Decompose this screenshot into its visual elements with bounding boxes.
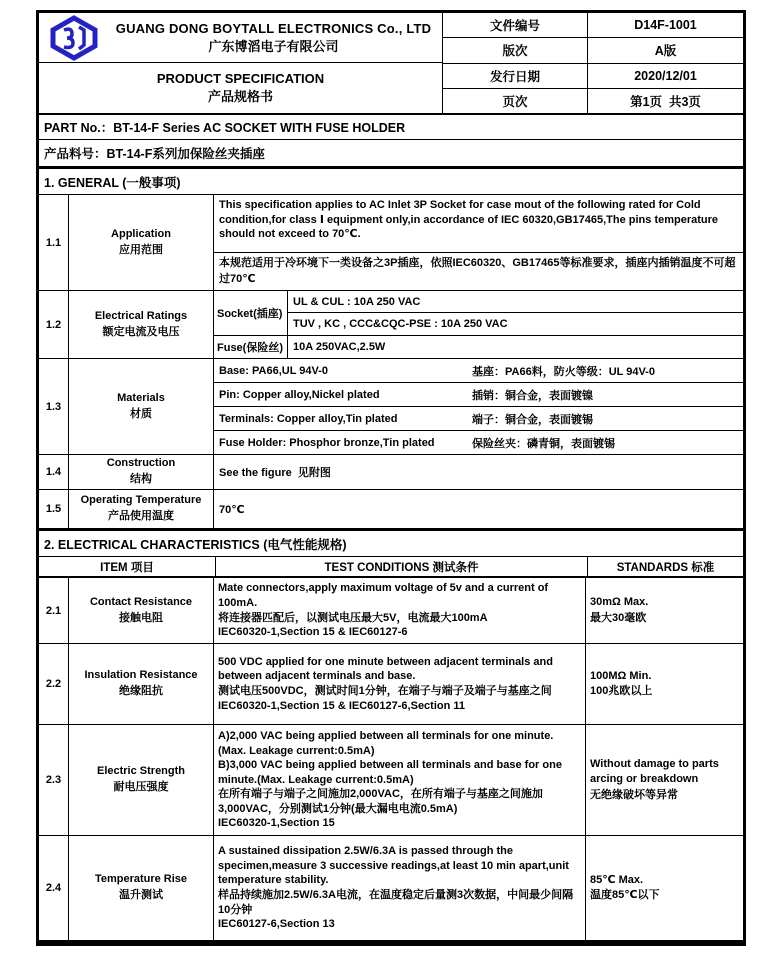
meta-value-doc-number: D14F-1001 xyxy=(634,18,697,33)
document-header xyxy=(39,13,743,113)
section-2-title: 2. ELECTRICAL CHARACTERISTICS (电气性能规格) xyxy=(39,528,743,556)
socket-label: Socket(插座) xyxy=(214,291,288,336)
material-cn: 保险丝夹：磷青铜，表面镀锡 xyxy=(472,437,615,450)
electrical-table-header xyxy=(39,556,743,578)
material-item-pin xyxy=(214,383,743,407)
row-label xyxy=(69,578,214,643)
row-label-cn: 结构 xyxy=(130,473,152,485)
meta-value-page: 第1页 共3页 xyxy=(630,94,701,109)
company-logo-icon xyxy=(49,15,99,61)
row-label xyxy=(69,644,214,724)
section-1-title: 1. GENERAL (一般事项) xyxy=(39,166,743,194)
row-label xyxy=(69,291,214,358)
meta-row-issue-date xyxy=(443,64,743,89)
row-label-cn: 耐电压强度 xyxy=(113,781,169,793)
standard-line: Without damage to parts arcing or breakdown xyxy=(590,757,719,786)
row-materials xyxy=(39,358,743,454)
fuse-label: Fuse(保险丝) xyxy=(214,336,288,358)
condition-line: A)2,000 VAC being applied between all terminals for one minute. xyxy=(218,730,554,743)
row-label-cn: 应用范围 xyxy=(119,243,163,256)
header-left xyxy=(39,13,443,113)
column-header-test-conditions: TEST CONDITIONS 测试条件 xyxy=(216,557,588,576)
row-label xyxy=(69,359,214,454)
row-number: 1.1 xyxy=(39,195,69,290)
standard-line: 100MΩ Min. xyxy=(590,669,652,682)
material-en: Terminals: Copper alloy,Tin plated xyxy=(219,412,398,425)
row-label-en: Operating Temperature xyxy=(80,494,202,507)
row-label-cn: 接触电阻 xyxy=(119,611,163,624)
material-en: Pin: Copper alloy,Nickel plated xyxy=(219,388,380,401)
operating-temperature-content xyxy=(214,490,743,528)
meta-row-doc-number xyxy=(443,13,743,38)
row-label-cn: 产品使用温度 xyxy=(108,510,174,522)
condition-line: 测试电压500VDC，测试时间1分钟，在端子与端子及端子与基座之间 xyxy=(218,685,552,697)
row-number: 2.1 xyxy=(39,578,69,643)
test-conditions xyxy=(214,578,586,643)
row-label xyxy=(69,455,214,489)
row-label xyxy=(69,836,214,940)
row-insulation-resistance xyxy=(39,643,743,724)
column-header-item: ITEM 项目 xyxy=(39,557,216,576)
application-desc-cn: 本规范适用于冷环境下一类设备之3P插座，依照IEC60320、GB17465等标准要求，插座内插销温度不可超过70℃ xyxy=(219,257,736,285)
row-number: 2.4 xyxy=(39,836,69,940)
condition-line: 样品持续施加2.5W/6.3A电流，在温度稳定后量测3次数据，中间最少间隔10分钟 xyxy=(218,889,574,916)
application-desc-en: This specification applies to AC Inlet 3P Socket for case mout of the following rated for Cold condition,for class Ⅰ equipment only,in accordance of IEC 60320,GB17465,The pins temperature should not exceed to 70℃. xyxy=(214,195,743,253)
company-block xyxy=(39,13,442,63)
meta-value-issue-date: 2020/12/01 xyxy=(634,68,697,83)
material-cn: 端子：铜合金，表面镀锡 xyxy=(472,413,593,426)
document-title xyxy=(39,63,442,113)
part-number-cn: 产品料号：BT-14-F系列加保险丝夹插座 xyxy=(39,139,743,166)
standards xyxy=(586,836,743,940)
standard-line: 温度85℃以下 xyxy=(590,889,660,901)
standard-line: 30mΩ Max. xyxy=(590,596,649,609)
row-application xyxy=(39,194,743,290)
condition-line: 将连接器匹配后，以测试电压最大5V，电流最大100mA xyxy=(218,611,488,624)
row-temperature-rise xyxy=(39,835,743,940)
row-label-en: Electrical Ratings xyxy=(94,309,188,322)
condition-line: A sustained dissipation 2.5W/6.3A is passed through the specimen,measure 3 successive readings,at least 10 min apart,unit temperature stability. xyxy=(218,845,569,887)
standard-line: 100兆欧以上 xyxy=(590,685,653,697)
operating-temperature-value: 70℃ xyxy=(219,503,245,516)
row-label-en: Temperature Rise xyxy=(94,873,188,886)
row-label-en: Insulation Resistance xyxy=(84,669,198,682)
row-number: 2.3 xyxy=(39,725,69,835)
standard-line: 85℃ Max. xyxy=(590,873,644,886)
socket-rating-tuv: TUV , KC , CCC&CQC-PSE : 10A 250 VAC xyxy=(288,313,743,335)
part-number-en: PART No.：BT-14-F Series AC SOCKET WITH FUSE HOLDER xyxy=(39,113,743,139)
row-number: 1.5 xyxy=(39,490,69,528)
row-label-cn: 材质 xyxy=(130,407,152,420)
document-meta-table xyxy=(443,13,743,113)
condition-line: Mate connectors,apply maximum voltage of 5v and a current of 100mA. xyxy=(218,582,549,609)
standard-line: 无绝缘破坏等异常 xyxy=(590,788,678,801)
document-title-cn: 产品规格书 xyxy=(207,89,273,104)
standard-line: 最大30毫欧 xyxy=(590,611,647,624)
column-header-standards: STANDARDS 标准 xyxy=(616,561,715,574)
row-number: 1.3 xyxy=(39,359,69,454)
row-number: 1.2 xyxy=(39,291,69,358)
standards xyxy=(586,578,743,643)
row-label xyxy=(69,195,214,290)
specification-document xyxy=(36,10,746,946)
materials-content xyxy=(214,359,743,454)
row-label-en: Application xyxy=(111,227,171,240)
row-label-cn: 温升测试 xyxy=(119,889,163,901)
socket-rating-ul: UL & CUL : 10A 250 VAC xyxy=(288,291,743,313)
meta-label: 页次 xyxy=(443,89,588,113)
material-item-terminals xyxy=(214,407,743,431)
row-operating-temperature xyxy=(39,489,743,528)
row-label xyxy=(69,490,214,528)
company-name-cn: 广东博滔电子有限公司 xyxy=(208,38,339,54)
condition-line: (Max. Leakage current:0.5mA) xyxy=(218,744,375,757)
row-number: 1.4 xyxy=(39,455,69,489)
material-item-fuse-holder xyxy=(214,431,743,454)
row-label-cn: 绝缘阻抗 xyxy=(119,685,163,697)
material-en: Fuse Holder: Phosphor bronze,Tin plated xyxy=(219,436,435,449)
condition-line: IEC60320-1,Section 15 xyxy=(218,817,335,830)
condition-line: IEC60320-1,Section 15 & IEC60127-6 xyxy=(218,626,408,639)
construction-value: See the figure 见附图 xyxy=(219,467,331,479)
condition-line: B)3,000 VAC being applied between all terminals and base for one minute.(Max. Leakage current:0.5mA) xyxy=(218,759,562,786)
row-label-cn: 额定电流及电压 xyxy=(102,325,180,338)
row-contact-resistance xyxy=(39,578,743,643)
condition-line: 500 VDC applied for one minute between adjacent terminals and between adjacent terminals and base. xyxy=(218,655,553,683)
meta-label: 版次 xyxy=(443,38,588,62)
material-item-base xyxy=(214,359,743,383)
standards xyxy=(586,725,743,835)
standards xyxy=(586,644,743,724)
construction-content xyxy=(214,455,743,489)
company-name xyxy=(105,20,442,55)
document-title-en: PRODUCT SPECIFICATION xyxy=(156,70,325,86)
row-electrical-ratings xyxy=(39,290,743,358)
condition-line: IEC60320-1,Section 15 & IEC60127-6,Section 11 xyxy=(218,699,466,712)
row-electric-strength xyxy=(39,724,743,835)
row-label xyxy=(69,725,214,835)
test-conditions xyxy=(214,644,586,724)
row-construction xyxy=(39,454,743,489)
application-content xyxy=(214,195,743,290)
test-conditions xyxy=(214,836,586,940)
row-label-en: Contact Resistance xyxy=(89,595,193,608)
row-label-en: Materials xyxy=(117,391,165,404)
meta-label: 发行日期 xyxy=(443,64,588,88)
condition-line: 在所有端子与端子之间施加2,000VAC，在所有端子与基座之间施加3,000VAC，分别测试1分钟(最大漏电电流0.5mA) xyxy=(218,788,543,815)
row-label-en: Electric Strength xyxy=(96,765,186,778)
fuse-rating: 10A 250VAC,2.5W xyxy=(293,340,386,353)
meta-row-page xyxy=(443,89,743,113)
row-number: 2.2 xyxy=(39,644,69,724)
company-name-en: GUANG DONG BOYTALL ELECTRONICS Co., LTD xyxy=(115,20,432,36)
condition-line: IEC60127-6,Section 13 xyxy=(218,918,335,931)
material-cn: 插销：铜合金，表面镀镍 xyxy=(472,389,593,402)
meta-value-revision: A版 xyxy=(654,44,677,59)
material-en: Base: PA66,UL 94V-0 xyxy=(219,364,329,377)
material-cn: 基座：PA66料，防火等级：UL 94V-0 xyxy=(472,365,655,378)
meta-row-revision xyxy=(443,38,743,63)
test-conditions xyxy=(214,725,586,835)
row-label-en: Construction xyxy=(106,457,176,470)
ratings-content xyxy=(214,291,743,358)
meta-label: 文件编号 xyxy=(443,13,588,37)
